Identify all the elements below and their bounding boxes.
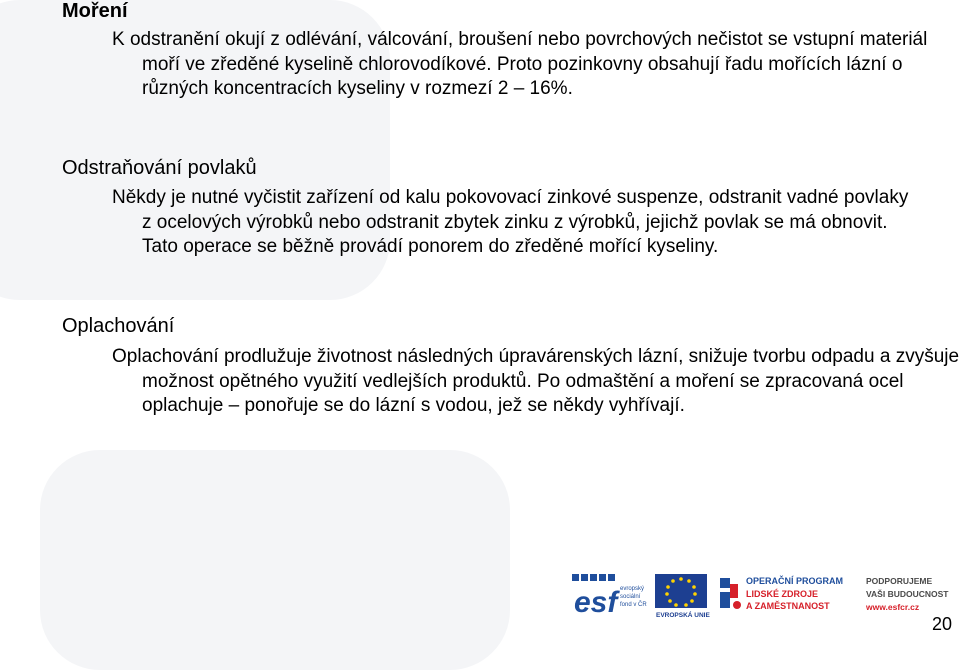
- slogan: [865, 576, 949, 612]
- svg-text:A ZAMĚSTNANOST: A ZAMĚSTNANOST: [746, 600, 830, 611]
- svg-text:VAŠI BUDOUCNOST: VAŠI BUDOUCNOST: [866, 588, 949, 599]
- funding-logos: [572, 570, 960, 620]
- svg-text:sociální: sociální: [620, 594, 641, 600]
- svg-text:LIDSKÉ ZDROJE: LIDSKÉ ZDROJE: [746, 589, 818, 599]
- background-shape-bottom: [40, 450, 510, 670]
- svg-text:www.esfcr.cz: www.esfcr.cz: [865, 602, 919, 612]
- svg-text:fond v ČR: fond v ČR: [620, 601, 647, 608]
- footer-logos: [572, 570, 960, 620]
- svg-text:esf: esf: [574, 586, 620, 619]
- page-number: 20: [932, 614, 952, 635]
- esf-logo: [572, 574, 647, 619]
- svg-text:evropský: evropský: [620, 586, 644, 592]
- svg-text:EVROPSKÁ UNIE: EVROPSKÁ UNIE: [656, 610, 710, 619]
- svg-text:PODPORUJEME: PODPORUJEME: [866, 576, 932, 586]
- op-lzz-logo: [720, 575, 843, 611]
- section-body-moreni: K odstranění okují z odlévání, válcování, broušení nebo povrchových nečistot se vstupní materiál moří ve zředěné kyselině chlorovodíkové. Proto pozinkovny obsahují řadu mořících lázní o různých koncentracích kyseliny v rozmezí 2 – 16%.: [112, 28, 942, 102]
- section-heading-moreni: Moření: [62, 0, 128, 23]
- svg-text:OPERAČNÍ PROGRAM: OPERAČNÍ PROGRAM: [746, 575, 843, 586]
- section-heading-oplachovani: Oplachování: [62, 315, 174, 338]
- section-body-odstranovani: Někdy je nutné vyčistit zařízení od kalu pokovovací zinkové suspenze, odstranit vadné povlaky z ocelových výrobků nebo odstranit zbytek zinku z výrobků, jejichž povlak se má obnovit. Tato operace se běžně provádí ponorem do zředěné mořící kyseliny.: [112, 186, 922, 260]
- section-body-oplachovani: Oplachování prodlužuje životnost následných úpravárenských lázní, snižuje tvorbu odpadu a zvyšuje možnost opětného využití vedlejších produktů. Po odmaštění a moření se zpracovaná ocel oplachuje – ponořuje se do lázní s vodou, jež se někdy vyhřívají.: [112, 345, 960, 419]
- section-heading-odstranovani: Odstraňování povlaků: [62, 157, 257, 180]
- eu-flag-logo: [655, 574, 710, 619]
